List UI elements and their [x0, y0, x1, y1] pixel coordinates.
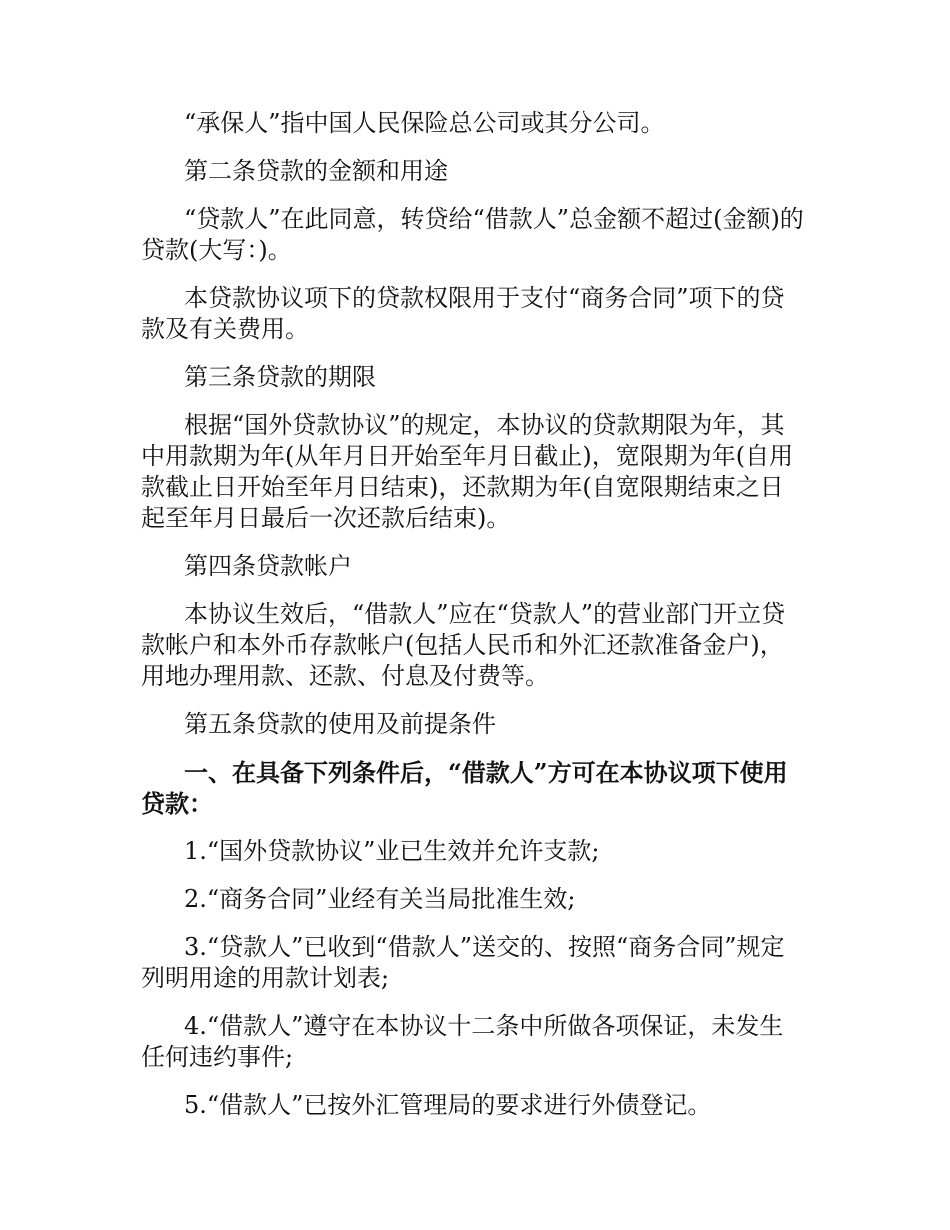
condition-item-2: 2.“商务合同”业经有关当局批准生效;	[184, 885, 576, 913]
article-4-heading: 第四条贷款帐户	[184, 552, 352, 580]
condition-item-5: 5.“借款人”已按外汇管理局的要求进行外债登记。	[184, 1091, 712, 1119]
condition-item-3: 3.“贷款人”已收到“借款人”送交的、按照“商务合同”规定列明用途的用款计划表;	[141, 933, 785, 992]
document-body	[141, 108, 807, 1138]
loan-purpose-paragraph: 本贷款协议项下的贷款权限用于支付“商务合同”项下的贷款及有关费用。	[141, 284, 785, 343]
condition-item-1: 1.“国外贷款协议”业已生效并允许支款;	[184, 837, 600, 865]
article-2-heading: 第二条贷款的金额和用途	[184, 157, 448, 185]
conditions-heading: 一、在具备下列条件后，“借款人”方可在本协议项下使用贷款：	[141, 758, 788, 818]
loan-term-paragraph: 根据“国外贷款协议”的规定，本协议的贷款期限为年，其中用款期为年(从年月日开始至年月日截止)，宽限期为年(自用款截止日开始至年月日结束)，还款期为年(自宽限期结束之日起至年月日最后一次还款后结束)。	[141, 411, 794, 532]
condition-item-4: 4.“借款人”遵守在本协议十二条中所做各项保证，未发生任何违约事件;	[141, 1012, 784, 1071]
loan-amount-paragraph: “贷款人”在此同意，转贷给“借款人”总金额不超过(金额)的贷款(大写：)。	[141, 205, 804, 264]
definition-paragraph: “承保人”指中国人民保险总公司或其分公司。	[184, 109, 665, 137]
article-3-heading: 第三条贷款的期限	[184, 363, 376, 391]
loan-account-paragraph: 本协议生效后，“借款人”应在“贷款人”的营业部门开立贷款帐户和本外币存款帐户(包括人民币和外汇还款准备金户)，用地办理用款、还款、付息及付费等。	[141, 600, 786, 690]
article-5-heading: 第五条贷款的使用及前提条件	[184, 710, 496, 738]
